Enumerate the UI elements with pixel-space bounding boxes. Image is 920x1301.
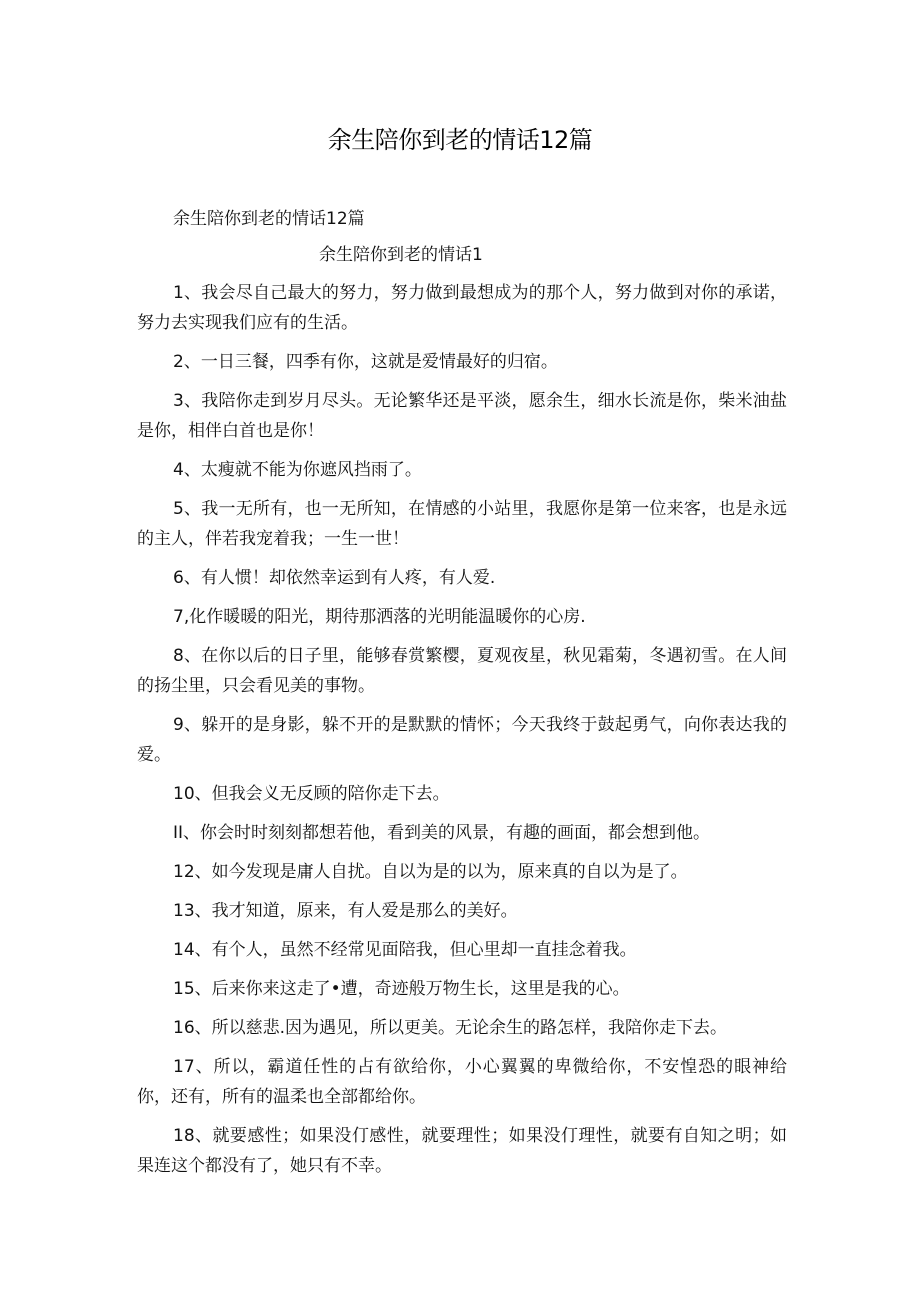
quote-item: 15、后来你来这走了•遭，奇迹般万物生长，这里是我的心。: [173, 979, 630, 999]
quote-item: 6、有人惯！却依然幸运到有人疼，有人爱.: [173, 568, 496, 588]
quote-item: 12、如今发现是庸人自扰。自以为是的以为，原来真的自以为是了。: [173, 862, 688, 882]
quote-item: 13、我才知道，原来，有人爱是那么的美好。: [173, 901, 518, 921]
section-heading: 余生陪你到老的情话1: [319, 245, 483, 265]
quote-item: 9、躲开的是身影，躲不开的是默默的情怀；今天我终于鼓起勇气，向你表达我的爱。: [137, 715, 787, 765]
quote-item: 8、在你以后的日子里，能够春赏繁樱，夏观夜星，秋见霜菊，冬遇初雪。在人间的扬尘里，只会看见美的事物。: [137, 646, 787, 696]
document-subtitle: 余生陪你到老的情话12篇: [173, 209, 365, 229]
quote-item: 10、但我会义无反顾的陪你走下去。: [173, 784, 450, 804]
quote-item: 14、有个人，虽然不经常见面陪我，但心里却一直挂念着我。: [173, 940, 637, 960]
quote-item: 17、所以，霸道任性的占有欲给你，小心翼翼的卑微给你，不安惶恐的眼神给你，还有，所有的温柔也全部都给你。: [137, 1057, 787, 1107]
document-title: 余生陪你到老的情话12篇: [327, 126, 593, 154]
quote-item: 3、我陪你走到岁月尽头。无论繁华还是平淡，愿余生，细水长流是你，柴米油盐是你，相伴白首也是你！: [137, 391, 787, 441]
quote-item: 2、一日三餐，四季有你，这就是爱情最好的归宿。: [173, 352, 558, 372]
quote-item: 18、就要感性；如果没仃感性，就要理性；如果没仃理性，就要有自知之明；如果连这个都没有了，她只有不幸。: [137, 1126, 787, 1176]
quote-list: [137, 278, 787, 1190]
quote-item: 4、太瘦就不能为你遮风挡雨了。: [173, 460, 422, 480]
quote-item: II、你会时时刻刻都想若他，看到美的风景，有趣的画面，都会想到他。: [173, 823, 711, 843]
quote-item: 1、我会尽自己最大的努力，努力做到最想成为的那个人，努力做到对你的承诺，努力去实现我们应有的生活。: [137, 283, 787, 333]
quote-item: 7,化作暖暖的阳光，期待那洒落的光明能温暖你的心房.: [173, 607, 586, 627]
quote-item: 5、我一无所有，也一无所知，在情感的小站里，我愿你是第一位来客，也是永远的主人，伴若我宠着我；一生一世！: [137, 499, 787, 549]
quote-item: 16、所以慈悲.因为遇见，所以更美。无论余生的路怎样，我陪你走下去。: [173, 1018, 728, 1038]
